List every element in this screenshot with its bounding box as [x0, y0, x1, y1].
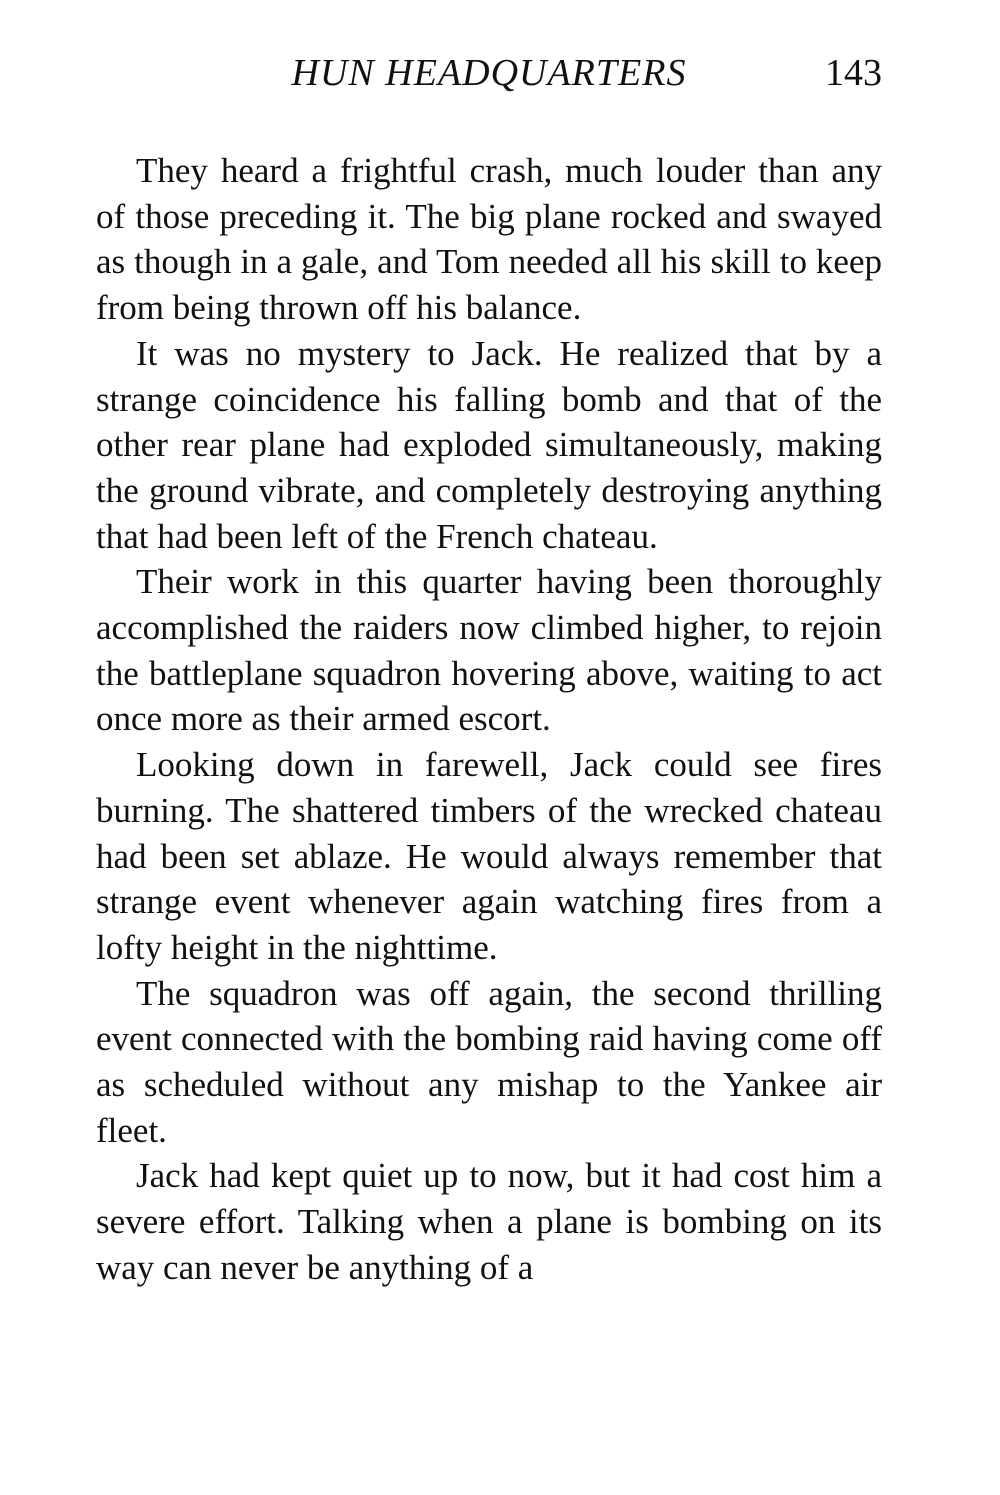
page-number: 143	[825, 52, 882, 94]
paragraph: They heard a frightful crash, much louder than any of those preceding it. The big plane rocked and swayed as though in a gale, and Tom needed all his skill to keep from being thrown off his balance.	[96, 151, 882, 328]
running-header	[96, 48, 882, 98]
paragraph: The squadron was off again, the second thrilling event connected with the bombing raid having come off as scheduled without any mishap to the Yankee air fleet.	[96, 973, 882, 1150]
paragraph: It was no mystery to Jack. He realized that by a strange coincidence his falling bomb and that of the other rear plane had exploded simultaneously, making the ground vibrate, and completely destroying anything that had been left of the French chateau.	[96, 333, 882, 556]
paragraph: Their work in this quarter having been thoroughly accomplished the raiders now climbed higher, to rejoin the battleplane squadron hovering above, waiting to act once more as their armed escort.	[96, 562, 882, 739]
paragraph: Jack had kept quiet up to now, but it had cost him a severe effort. Talking when a plane is bombing on its way can never be anything of a	[96, 1156, 882, 1287]
paragraph: Looking down in farewell, Jack could see fires burning. The shattered timbers of the wrecked chateau had been set ablaze. He would always remember that strange event whenever again watching fires from a lofty height in the nighttime.	[96, 745, 882, 967]
running-title: HUN HEADQUARTERS	[291, 52, 687, 94]
body-text	[96, 148, 882, 1291]
